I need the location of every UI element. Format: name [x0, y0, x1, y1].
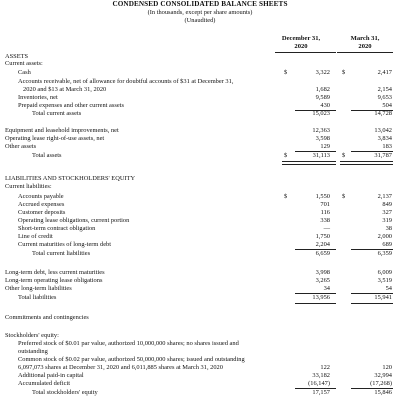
- statement-row: [0, 356, 400, 364]
- december-2020-value: 9,589: [315, 94, 330, 101]
- row-label: Cash: [18, 69, 31, 76]
- december-2020-value: 12,363: [312, 127, 330, 134]
- december-2020-value: 122: [320, 364, 330, 371]
- row-label: Other assets: [5, 143, 37, 150]
- statement-row: [0, 193, 400, 201]
- december-2020-value: 3,598: [315, 135, 330, 142]
- march-2020-value: 120: [382, 364, 392, 371]
- statement-subtitle: (In thousands, except per share amounts): [147, 9, 253, 16]
- row-label: Accumulated deficit: [18, 380, 70, 387]
- march-2020-value: 849: [382, 201, 392, 208]
- column-header-line: 2020: [294, 42, 308, 50]
- currency-symbol: $: [342, 193, 346, 200]
- march-2020-value: 6,009: [377, 269, 392, 276]
- march-2020-value: 2,000: [377, 233, 392, 240]
- row-label: Operating lease right-of-use assets, net: [5, 135, 105, 142]
- row-label: Line of credit: [18, 233, 53, 240]
- statement-row: [0, 233, 400, 241]
- statement-row: [0, 135, 400, 143]
- currency-symbol: $: [342, 152, 346, 159]
- row-label: 6,097,073 shares at December 31, 2020 and 6,011,885 shares at March 31, 2020: [18, 364, 223, 371]
- row-label: Long-term debt, less current maturities: [5, 269, 105, 276]
- december-2020-value: 430: [320, 102, 330, 109]
- december-2020-value: 3,265: [315, 277, 330, 284]
- statement-row: [0, 102, 400, 110]
- march-2020-value: 14,728: [374, 110, 392, 117]
- december-2020-value: 15,023: [312, 110, 330, 117]
- row-label: Total stockholders' equity: [32, 389, 98, 396]
- row-label: Accounts receivable, net of allowance for doubtful accounts of $31 at December 31,: [18, 78, 234, 85]
- december-2020-value: 2,204: [315, 241, 330, 248]
- statement-row: [0, 241, 400, 249]
- row-label: Accounts payable: [18, 193, 64, 200]
- march-2020-value: 3,834: [377, 135, 392, 142]
- currency-symbol: $: [342, 69, 346, 76]
- total-double-rule: [340, 161, 393, 165]
- row-label: Current maturities of long-term debt: [18, 241, 111, 248]
- row-label: Total current liabilities: [32, 250, 91, 257]
- statement-row: [0, 348, 400, 356]
- statement-row: [0, 314, 400, 322]
- statement-row: [0, 143, 400, 151]
- december-2020-value: 31,113: [312, 152, 330, 159]
- december-2020-value: 1,750: [315, 233, 330, 240]
- december-2020-value: 3,998: [315, 269, 330, 276]
- row-label: Accrued expenses: [18, 201, 65, 208]
- total-double-rule: [282, 161, 336, 165]
- march-2020-value: 183: [382, 143, 392, 150]
- december-2020-value: 116: [320, 209, 330, 216]
- subtotal-row: [0, 294, 400, 302]
- row-label: Short-term contract obligation: [18, 225, 96, 232]
- row-label: Current assets:: [5, 60, 43, 67]
- subtotal-row: [0, 110, 400, 118]
- currency-symbol: $: [284, 193, 288, 200]
- march-2020-value: 689: [382, 241, 392, 248]
- statement-row: [0, 209, 400, 217]
- december-2020-value: 129: [320, 143, 330, 150]
- march-2020-value: 38: [385, 225, 392, 232]
- march-2020-value: 2,137: [377, 193, 392, 200]
- december-2020-value: 6,659: [315, 250, 330, 257]
- statement-row: [0, 277, 400, 285]
- row-label: Operating lease obligations, current portion: [18, 217, 130, 224]
- march-2020-value: (17,268): [370, 380, 392, 387]
- march-2020-value: 13,042: [374, 127, 392, 134]
- row-label: Long-term operating lease obligations: [5, 277, 103, 284]
- column-header-march-2020: [337, 35, 393, 50]
- march-2020-value: 327: [382, 209, 392, 216]
- currency-symbol: $: [284, 152, 288, 159]
- subtotal-rule: [351, 303, 393, 304]
- subsection-heading-row: [0, 332, 400, 340]
- column-header-line: 2020: [358, 42, 372, 50]
- december-2020-value: 13,956: [312, 294, 330, 301]
- row-label: Common stock of $0.02 par value, authorized 50,000,000 shares; issued and outstanding: [18, 356, 245, 363]
- row-label: Current liabilities:: [5, 183, 52, 190]
- december-2020-value: 33,182: [312, 372, 330, 379]
- subsection-heading-row: [0, 183, 400, 191]
- row-label: 2020 and $13 at March 31, 2020: [23, 86, 107, 93]
- statement-row: [0, 86, 400, 94]
- december-2020-value: 34: [323, 285, 330, 292]
- march-2020-value: 54: [385, 285, 392, 292]
- statement-row: [0, 372, 400, 380]
- row-label: Preferred stock of $0.01 par value, authorized 10,000,000 shares; no shares issued and: [18, 340, 239, 347]
- column-header-line: December 31,: [281, 35, 321, 42]
- subtotal-rule: [295, 303, 336, 304]
- row-label: LIABILITIES AND STOCKHOLDERS' EQUITY: [5, 175, 136, 182]
- march-2020-value: 2,417: [377, 69, 392, 76]
- row-label: Additional paid-in capital: [18, 372, 84, 379]
- subtotal-row: [0, 250, 400, 258]
- row-label: Customer deposits: [18, 209, 66, 216]
- row-label: Commitments and contingencies: [5, 314, 89, 321]
- statement-row: [0, 340, 400, 348]
- statement-row: [0, 364, 400, 372]
- row-label: outstanding: [18, 348, 48, 355]
- row-label: Stockholders' equity:: [5, 332, 59, 339]
- section-heading-row: [0, 175, 400, 183]
- statement-note: (Unaudited): [184, 17, 216, 24]
- statement-row: [0, 127, 400, 135]
- row-label: Total current assets: [32, 110, 82, 117]
- march-2020-value: 32,994: [374, 372, 392, 379]
- march-2020-value: 15,941: [374, 294, 392, 301]
- subsection-heading-row: [0, 60, 400, 68]
- december-2020-value: (16,147): [308, 380, 330, 387]
- statement-row: [0, 78, 400, 86]
- december-2020-value: 1,550: [315, 193, 330, 200]
- december-2020-value: 1,682: [315, 86, 330, 93]
- march-2020-value: 2,154: [377, 86, 392, 93]
- subtotal-row: [0, 389, 400, 397]
- march-2020-value: 6,359: [377, 250, 392, 257]
- statement-row: [0, 69, 400, 77]
- row-label: Equipment and leasehold improvements, net: [5, 127, 119, 134]
- statement-row: [0, 380, 400, 388]
- statement-row: [0, 94, 400, 102]
- december-2020-value: —: [323, 225, 330, 232]
- column-header-december-2020: [271, 35, 331, 50]
- march-2020-value: 319: [382, 217, 392, 224]
- total-row: [0, 152, 400, 160]
- row-label: Total assets: [32, 152, 62, 159]
- statement-row: [0, 217, 400, 225]
- column-header-line: March 31,: [350, 35, 380, 42]
- march-2020-value: 3,519: [377, 277, 392, 284]
- december-2020-value: 338: [320, 217, 330, 224]
- statement-row: [0, 269, 400, 277]
- row-label: ASSETS: [5, 53, 29, 60]
- currency-symbol: $: [284, 69, 288, 76]
- row-label: Inventories, net: [18, 94, 58, 101]
- december-2020-value: 17,157: [312, 389, 330, 396]
- march-2020-value: 15,846: [374, 389, 392, 396]
- statement-title: CONDENSED CONSOLIDATED BALANCE SHEETS: [112, 0, 288, 8]
- december-2020-value: 3,322: [315, 69, 330, 76]
- march-2020-value: 31,787: [374, 152, 392, 159]
- march-2020-value: 504: [382, 102, 392, 109]
- december-2020-value: 701: [320, 201, 330, 208]
- statement-row: [0, 225, 400, 233]
- row-label: Total liabilities: [18, 294, 57, 301]
- statement-row: [0, 201, 400, 209]
- march-2020-value: 9,653: [377, 94, 392, 101]
- statement-row: [0, 285, 400, 293]
- row-label: Prepaid expenses and other current assets: [18, 102, 124, 109]
- row-label: Other long-term liabilities: [5, 285, 72, 292]
